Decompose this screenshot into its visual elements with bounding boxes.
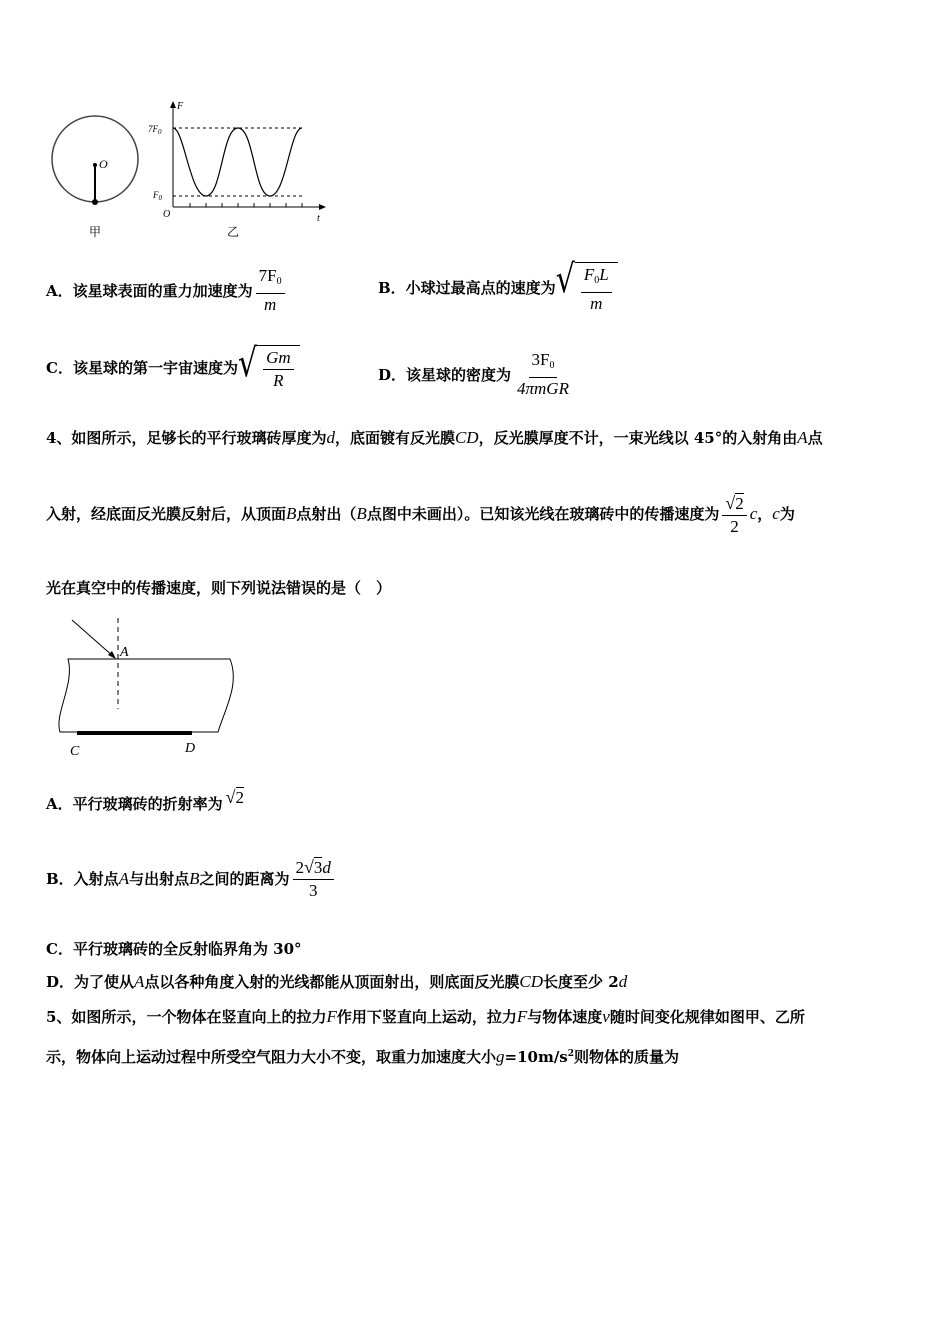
- q3-option-b-text: B．小球过最高点的速度为: [378, 279, 556, 297]
- q4-option-b-fraction: $\frac{2√3d}{3}$: [293, 857, 334, 901]
- axis-f-label: F: [177, 101, 184, 112]
- y-bottom-label: $F_0$: [153, 190, 162, 202]
- q3-option-c: [46, 340, 300, 391]
- y-axis-arrow: [170, 101, 176, 108]
- fig-label-c: C: [70, 744, 80, 759]
- q3-option-b: [378, 256, 618, 314]
- glass-slab-figure: [50, 614, 250, 764]
- q5-line-2: 示，物体向上运动过程中所受空气阻力大小不变，取重力加速度大小$g=10m/s^2$则物体的质量为: [46, 1047, 680, 1066]
- q3-option-a: [46, 266, 288, 315]
- q4-option-c: C．平行玻璃砖的全反射临界角为 30°: [46, 940, 302, 958]
- q5-line-1: 5、如图所示，一个物体在竖直向上的拉力F作用下竖直向上运动，拉力F与物体速度v随时间变化规律如图甲、乙所: [46, 1007, 805, 1026]
- q4-option-a: A．平行玻璃砖的折射率为 √ 2: [46, 786, 245, 813]
- q4-line-3: 光在真空中的传播速度，则下列说法错误的是（ ）: [46, 579, 392, 597]
- fig-label-d: D: [185, 741, 196, 756]
- x-axis-arrow: [319, 204, 326, 210]
- q4-line-1: 4、如图所示，足够长的平行玻璃砖厚度为d，底面镀有反光膜CD，反光膜厚度不计，一束光线以 45°的入射角由A点: [46, 428, 823, 447]
- q3-option-a-text: A．该星球表面的重力加速度为: [46, 281, 253, 300]
- q4-option-d: D．为了使从A点以各种角度入射的光线都能从顶面射出，则底面反光膜CD长度至少 2d: [46, 972, 628, 991]
- q4-speed-fraction: √ 2 2: [722, 492, 746, 537]
- y-top-label: $7F_0$: [148, 124, 162, 136]
- figure-circle-and-force-graph: [40, 95, 340, 245]
- force-curve: [173, 128, 302, 196]
- q4-line-2: 入射，经底面反光膜反射后，从顶面 B 点射出（ B 点图中未画出）。已知该光线在玻璃砖中的传播速度为 √ 2 2 c ， c 为: [46, 492, 795, 536]
- caption-left: 甲: [89, 225, 102, 239]
- center-label: O: [99, 157, 108, 171]
- q3-option-d-fraction: $\frac{3F_0}{\text{4πmGR}}$: [517, 350, 569, 398]
- q3-option-c-text: C．该星球的第一宇宙速度为: [46, 359, 238, 377]
- caption-right: 乙: [227, 225, 240, 239]
- q3-option-d-text: D．该星球的密度为: [378, 365, 512, 384]
- center-point: [93, 163, 97, 167]
- x-ticks: [190, 203, 302, 207]
- fig-label-a: A: [120, 645, 129, 660]
- axis-t-label: t: [317, 213, 320, 224]
- q3-option-c-sqrt: √ $\frac{Gm}{R}$: [238, 345, 300, 391]
- q4-option-b: B．入射点 A 与出射点 B 之间的距离为 $\frac{2√3d}{3}$: [46, 857, 337, 901]
- q3-option-a-fraction: $\frac{7F_0}{m}$: [256, 266, 285, 315]
- ball: [92, 199, 98, 205]
- glass-slab-outline: [59, 659, 233, 732]
- incident-ray: [72, 620, 114, 657]
- q3-option-b-sqrt: √ $\frac{F_0L}{m}$: [556, 262, 618, 314]
- q3-option-d: [378, 350, 575, 399]
- origin-label: O: [163, 209, 171, 220]
